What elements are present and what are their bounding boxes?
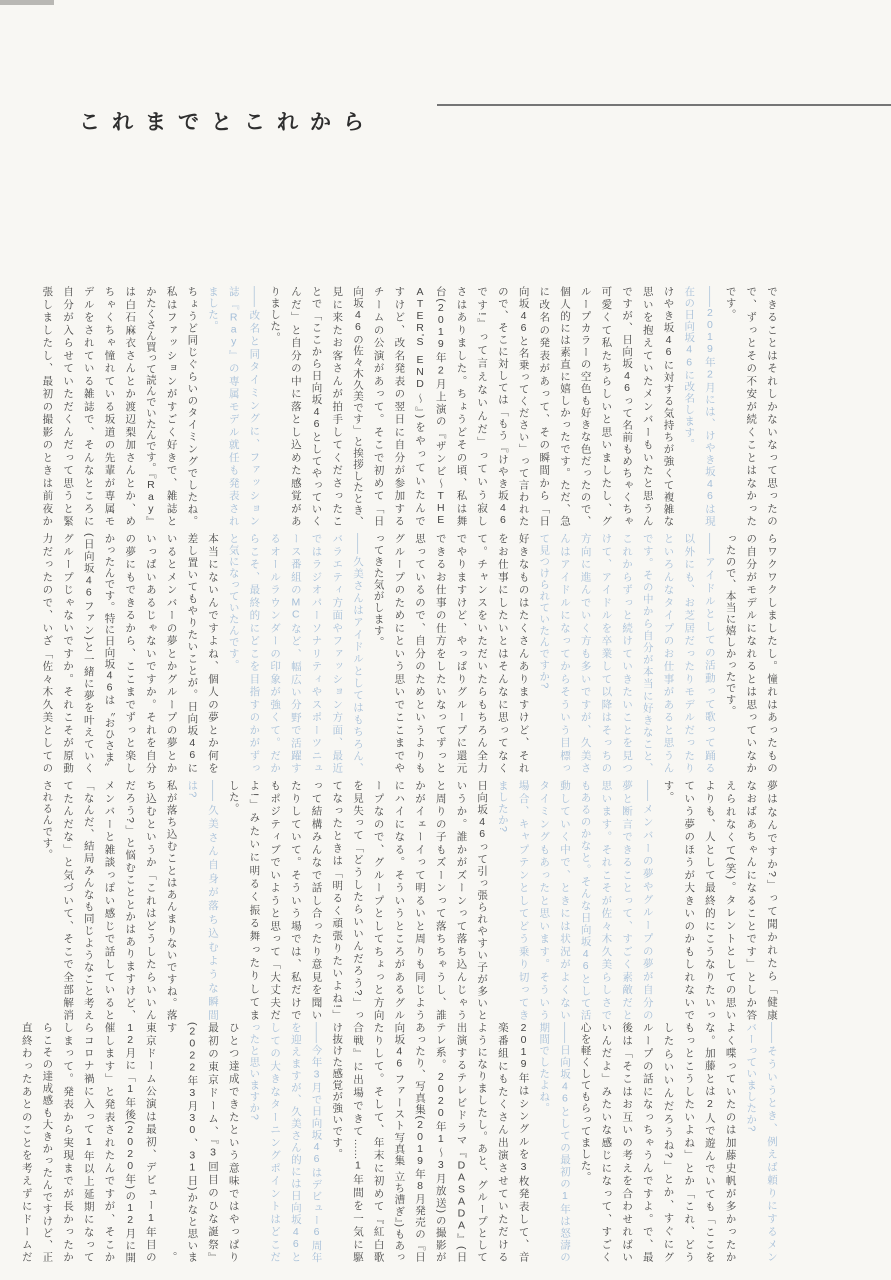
interview-question-line: バーっていましたか? [745, 1022, 758, 1133]
interview-answer-line: 向坂46 ファースト写真集 立ち漕ぎ』)もあっ [393, 1022, 406, 1262]
interview-answer-line: らコロナ禍に入って1年以上延期になって [82, 1022, 95, 1263]
interview-question-line: 在の日向坂46に改名します。 [683, 286, 696, 450]
interview-answer-line: ち込むというか「これはどうしたらいいん [144, 780, 157, 1020]
interview-answer-line: いうか。誰かがズーンって落ち込んじゃう [455, 780, 468, 1020]
interview-answer-line: 思っているので、自分のためというよりも [414, 533, 427, 773]
interview-answer-line: ていう夢のほうが大きいのかもしれないで [683, 780, 696, 1020]
interview-question-line: んはアイドルになってからそういう目標っ [558, 533, 571, 773]
interview-question-line: これからずっと続けていきたいことを見つ [621, 533, 634, 773]
interview-answer-line: 後は「そこはお互いの考えを合わせればい [621, 1022, 634, 1262]
interview-question-line: と気になっていたんです。 [227, 533, 240, 671]
interview-answer-line: んだ」と自分の中に落とし込めた感覚があ [289, 286, 302, 526]
interview-answer-line: にハイになる。そういうところがあるグル [393, 780, 406, 1020]
interview-answer-line: りました。 [269, 286, 282, 344]
interview-question-line: ではラジオパーソナリティやスポーツニュ [310, 533, 323, 773]
interview-answer-line: なおばあちゃんになることです」としか答 [745, 780, 758, 1020]
interview-answer-line: ATER'S END〜』)をやっていたんで [414, 286, 427, 526]
interview-answer-line: ちゃくちゃ憧れている坂道の先輩が専属モ [103, 286, 116, 526]
interview-answer-line: 可愛くて私たちらしいと思いましたし、グ [600, 286, 613, 526]
interview-answer-line: 台(2019年2月上演の『ザンビ〜THE [434, 286, 447, 527]
interview-answer-line: かがイェーイって明るいと周りも同じよう [414, 780, 427, 1020]
interview-answer-line: メンバーと雑談っぽい感じで話していると [103, 780, 116, 1020]
interview-question-line: ――今年3月で日向坂46はデビュー6周年 [310, 1022, 323, 1263]
interview-answer-line: ですが、日向坂46って名前もめちゃくちゃ [621, 286, 634, 526]
interview-answer-line: 好きなものはたくさんありますけど、それ [517, 533, 530, 773]
interview-answer-line: 楽番組にもたくさん出演させていただける [496, 1022, 509, 1262]
interview-question-line: しての大きなターニングポイントはどこだ [269, 1022, 282, 1262]
interview-answer-line: 直終わったあとのことを考えずにドームだ [20, 1022, 33, 1262]
interview-question-line: ――日向坂46としての最初の1年は怒濤の [558, 1022, 571, 1262]
interview-answer-line: 心を軽くしてもらってました。 [579, 1022, 592, 1183]
interview-text-band-2 [34, 533, 782, 773]
interview-answer-line: ようになりましたし。あと、グループとして [476, 1022, 489, 1262]
interview-answer-line: ープなので、グループとしてちょっと方向 [372, 780, 385, 1020]
interview-answer-line: 差し置いてもやりたいことが。日向坂46に [186, 533, 199, 773]
interview-answer-line: ループの話になっちゃうんですよ。で、最 [641, 1022, 654, 1262]
interview-answer-line: に改名の発表があって、その瞬間から「日 [538, 286, 551, 526]
interview-question-line: は? [186, 780, 199, 799]
interview-answer-line: よりも、人として最終的にこうなりたいっ [703, 780, 716, 1020]
interview-text-band-4 [20, 1022, 782, 1263]
interview-question-line: ――アイドルとしての活動って歌って踊る [703, 533, 716, 773]
interview-question-line: ――久美さんはアイドルとしてはもちろん、 [351, 533, 364, 773]
interview-answer-line: グループじゃないですか。それこそが原動 [62, 533, 75, 773]
interview-answer-line: 私はファッションがすごく好きで、雑誌と [165, 286, 178, 526]
interview-question-line: もあるのかなと。そんな日向坂46として活 [579, 780, 592, 1020]
interview-text-band-3 [34, 780, 782, 1020]
interview-answer-line: (2022年3月30、31日)かなと思います。 [165, 1022, 199, 1263]
interview-answer-line: もっとこうしたいよね」とか「これ、どう [683, 1022, 696, 1262]
interview-answer-line: って結構みんなで話し合ったり意見を聞い [310, 780, 323, 1020]
interview-answer-line: の夢にもできるから、ここまでずっと楽し [124, 533, 137, 773]
interview-question-line: といろんなタイプのお仕事があると思うん [662, 533, 675, 773]
interview-text-band-1 [34, 286, 782, 526]
interview-question-line: 場合、キャプテンとしてどう乗り切ってき [517, 780, 530, 1020]
interview-question-line: 動していく中で、ときには状況がよくない [558, 780, 571, 1020]
interview-answer-line: けやき坂46に対する気持ちが強くて複雑な [662, 286, 675, 526]
interview-question-line: て見つけられていたんですか? [538, 533, 551, 690]
interview-question-line: 思います。それこそが佐々木久美らしさで [600, 780, 613, 1020]
interview-answer-line: あったり、写真集(2019年8月発売の『日 [414, 1022, 427, 1262]
interview-answer-line: 出演するテレビドラマ『DASADA』(日 [455, 1022, 468, 1262]
interview-answer-line: テレ系。2020年1〜3月放送)の撮影が [434, 1022, 447, 1262]
interview-question-line: ――2019年2月には、けやき坂46は現 [703, 286, 716, 526]
interview-answer-line: デルをされている雑誌で、そんなところに [82, 286, 95, 526]
interview-question-line: るオールラウンダーの印象が強くて。だか [269, 533, 282, 773]
interview-answer-line: しまって。発表から実現までが長かったか [62, 1022, 75, 1262]
interview-answer-line: らワクワクしましたし。憧れはあったもの [766, 533, 778, 773]
interview-answer-line: とで「ここから日向坂46としてやっていく [310, 286, 323, 526]
interview-answer-line: でやりますけど、やっぱりグループに還元 [455, 533, 468, 773]
interview-question-line: ――改名と同タイミングに、ファッション [248, 286, 261, 526]
interview-answer-line: 2019年はシングルを3枚発表して、音 [517, 1022, 530, 1263]
interview-answer-line: ちょうど同じぐらいのタイミングでしたね。 [186, 286, 199, 526]
interview-answer-line: 見に来たお客さんが拍手してくださったこ [331, 286, 344, 526]
interview-answer-line: いっぱいあるじゃないですか。それを自分 [144, 533, 157, 773]
interview-answer-line: 夢はなんですか?」って聞かれたら「健康 [766, 780, 778, 1020]
interview-answer-line: えられなくて(笑)。タレントとしての思い [724, 780, 737, 1020]
interview-answer-line: だろう?」と悩むこととかはありますけど、 [124, 780, 137, 1020]
interview-answer-line: ったので、本当に嬉しかったです。 [724, 533, 737, 717]
interview-answer-line: す。 [662, 780, 675, 803]
interview-answer-line: 本当にないんですよね、個人の夢とか何を [207, 533, 220, 773]
interview-answer-line: ループカラーの空色も好きな色だったので、 [579, 286, 592, 526]
interview-answer-line: 私が落ち込むことはあんまりないですね。落 [165, 780, 178, 1020]
interview-question-line: タイミングもあったと思います。そういう [538, 780, 551, 1020]
interview-answer-line: グループのためにという思いでここまでや [393, 533, 406, 773]
interview-answer-line: をお仕事にしたいとはそんなに思ってなく [496, 533, 509, 773]
interview-answer-line: 向坂46の佐々木久美です」と挨拶したとき、 [351, 286, 364, 527]
interview-answer-line: かったんです。特に日向坂46は〝おひさま〟 [103, 533, 116, 774]
interview-answer-line: できるお仕事の仕方をしたいなってずっと [434, 533, 447, 773]
interview-question-line: らこそ、最終的にどこを目指すのかがずっ [248, 533, 261, 773]
interview-question-line: ――久美さん自身が落ち込むような瞬間 [207, 780, 220, 1020]
interview-answer-line: さはありました。ちょうどその頃、私は舞 [455, 286, 468, 526]
interview-answer-line: 力だったので、いざ「佐々木久美としての [41, 533, 54, 773]
interview-answer-line: できることはそれしかないなって思ったの [766, 286, 778, 526]
interview-question-line: ――メンバーの夢やグループの夢が自分の [641, 780, 654, 1020]
interview-answer-line: 合戦』に出場できて……1年間を一気に駆 [351, 1022, 364, 1262]
interview-answer-line: 「なんだ、結局みんなも同じようなこと考え [82, 780, 95, 1020]
interview-answer-line: な。加藤とは2人で遊んでいても「ここを [703, 1022, 716, 1263]
interview-answer-line: すけど、改名発表の翌日に自分が参加する [393, 286, 406, 526]
interview-answer-line: です!』って言えないんだ」っていう寂し [476, 286, 489, 526]
interview-answer-line: です。 [724, 286, 737, 321]
interview-answer-line: 催します」と発表されたんですが、そこか [103, 1022, 116, 1262]
interview-answer-line: よ!」みたいに明るく振る舞ったりしてま [248, 780, 261, 1020]
interview-answer-line: で、ずっとその不安が続くことはなかった [745, 286, 758, 526]
interview-answer-line: ので、そこに対しては「もう『けやき坂46 [496, 286, 509, 526]
interview-answer-line: いるとメンバーの夢とかグループの夢とか [165, 533, 178, 773]
interview-answer-line: てたんだな」と気づいて、そこで全部解消 [62, 780, 75, 1020]
interview-answer-line: 向坂46と名乗ってください」って言われた [517, 286, 530, 526]
interview-question-line: 誌『Ray』の専属モデル就任も発表され [227, 286, 240, 526]
interview-answer-line: を見失って「どうしたらいいんだろう?」っ [351, 780, 364, 1020]
interview-answer-line: したらいいんだろうね?」とか、すぐにグ [662, 1022, 675, 1262]
page-title: これまでとこれから [79, 111, 376, 135]
interview-answer-line: 日向坂46って引っ張られやすい子が多いと [476, 780, 489, 1020]
interview-answer-line: チームの公演があって。そこで初めて「日 [372, 286, 385, 526]
interview-answer-line: 個人的には素直に嬉しかったです。ただ、急 [558, 286, 571, 526]
interview-answer-line: (日向坂46ファン)と一緒に夢を叶えていく [82, 533, 95, 773]
interview-answer-line: は白石麻衣さんとか渡辺梨加さんとか、め [124, 286, 137, 526]
interview-answer-line: 東京ドーム公演は最初、デビュー1年目の [144, 1022, 157, 1263]
interview-answer-line: 張しましたし、最初の撮影のときは前夜か [41, 286, 54, 526]
interview-question-line: 期間でしたよね。 [538, 1022, 551, 1114]
interview-answer-line: 自分が入らせていただくんだって思うと緊 [62, 286, 75, 526]
interview-question-line: バラエティ方面やファッション方面、最近 [331, 533, 344, 773]
interview-question-line: を迎えますが、久美さん的には日向坂46と [289, 1022, 302, 1262]
scan-edge-artifact [0, 0, 54, 5]
interview-answer-line: もポジティブでいようと思って「大丈夫だ [269, 780, 282, 1020]
interview-answer-line: されるんです。 [41, 780, 54, 861]
interview-answer-line: の自分がモデルになれるとは思っていなか [745, 533, 758, 773]
interview-answer-line: いんだよ」みたいな感じになって、すごく [600, 1022, 613, 1262]
interview-question-line: 以外にも、お芝居だったりモデルだったり [683, 533, 696, 773]
interview-answer-line: け抜けた感覚が強いです。 [331, 1022, 344, 1160]
interview-answer-line: らこその達成感も大きかったんですけど、正 [41, 1022, 54, 1262]
interview-answer-line: てなったときは「明るく頑張りたいよね!」 [331, 780, 344, 1020]
interview-question-line: ース番組のMCなど、幅広い分野で活躍す [289, 533, 302, 774]
interview-answer-line: 思いを抱えていたメンバーもいたと思うん [641, 286, 654, 526]
interview-question-line: ましたか? [496, 780, 509, 833]
interview-question-line: ったと思いますか? [248, 1022, 261, 1121]
interview-question-line: 方向に進んでいく方も多いですが、久美さ [579, 533, 592, 773]
interview-answer-line: かたくさん買って読んでいたんです。『Ray』 [144, 286, 157, 527]
interview-question-line: ――そういうとき、例えば頼りにするメン [766, 1022, 778, 1262]
interview-answer-line: ってきた気がします。 [372, 533, 385, 648]
interview-question-line: 夢と断言できることって、すごく素敵だと [621, 780, 634, 1020]
interview-answer-line: 最初の東京ドーム、『3回目のひな誕祭』 [207, 1022, 220, 1263]
interview-question-line: けて、アイドルを卒業して以降はそっちの [600, 533, 613, 773]
interview-answer-line: した。 [227, 780, 240, 815]
interview-answer-line: ひとつ達成できたという意味ではやっぱり [227, 1022, 240, 1262]
interview-answer-line: 12月に「1年後(2020年)の12月に開 [124, 1022, 137, 1263]
interview-answer-line: たりして。そして、年末に初めて『紅白歌 [372, 1022, 385, 1262]
interview-answer-line: て。チャンスをいただいたらもちろん全力 [476, 533, 489, 773]
interview-question-line: です。その中から自分が本当に好きなこと、 [641, 533, 654, 773]
interview-answer-line: たりしていて。そういう場では、私だけで [289, 780, 302, 1020]
interview-answer-line: と周りの子もズーンって落ちちゃうし、誰 [434, 780, 447, 1020]
interview-question-line: ました。 [207, 286, 220, 332]
title-rule [437, 104, 891, 106]
interview-answer-line: よく喋っていたのは加藤史帆が多かったか [724, 1022, 737, 1262]
